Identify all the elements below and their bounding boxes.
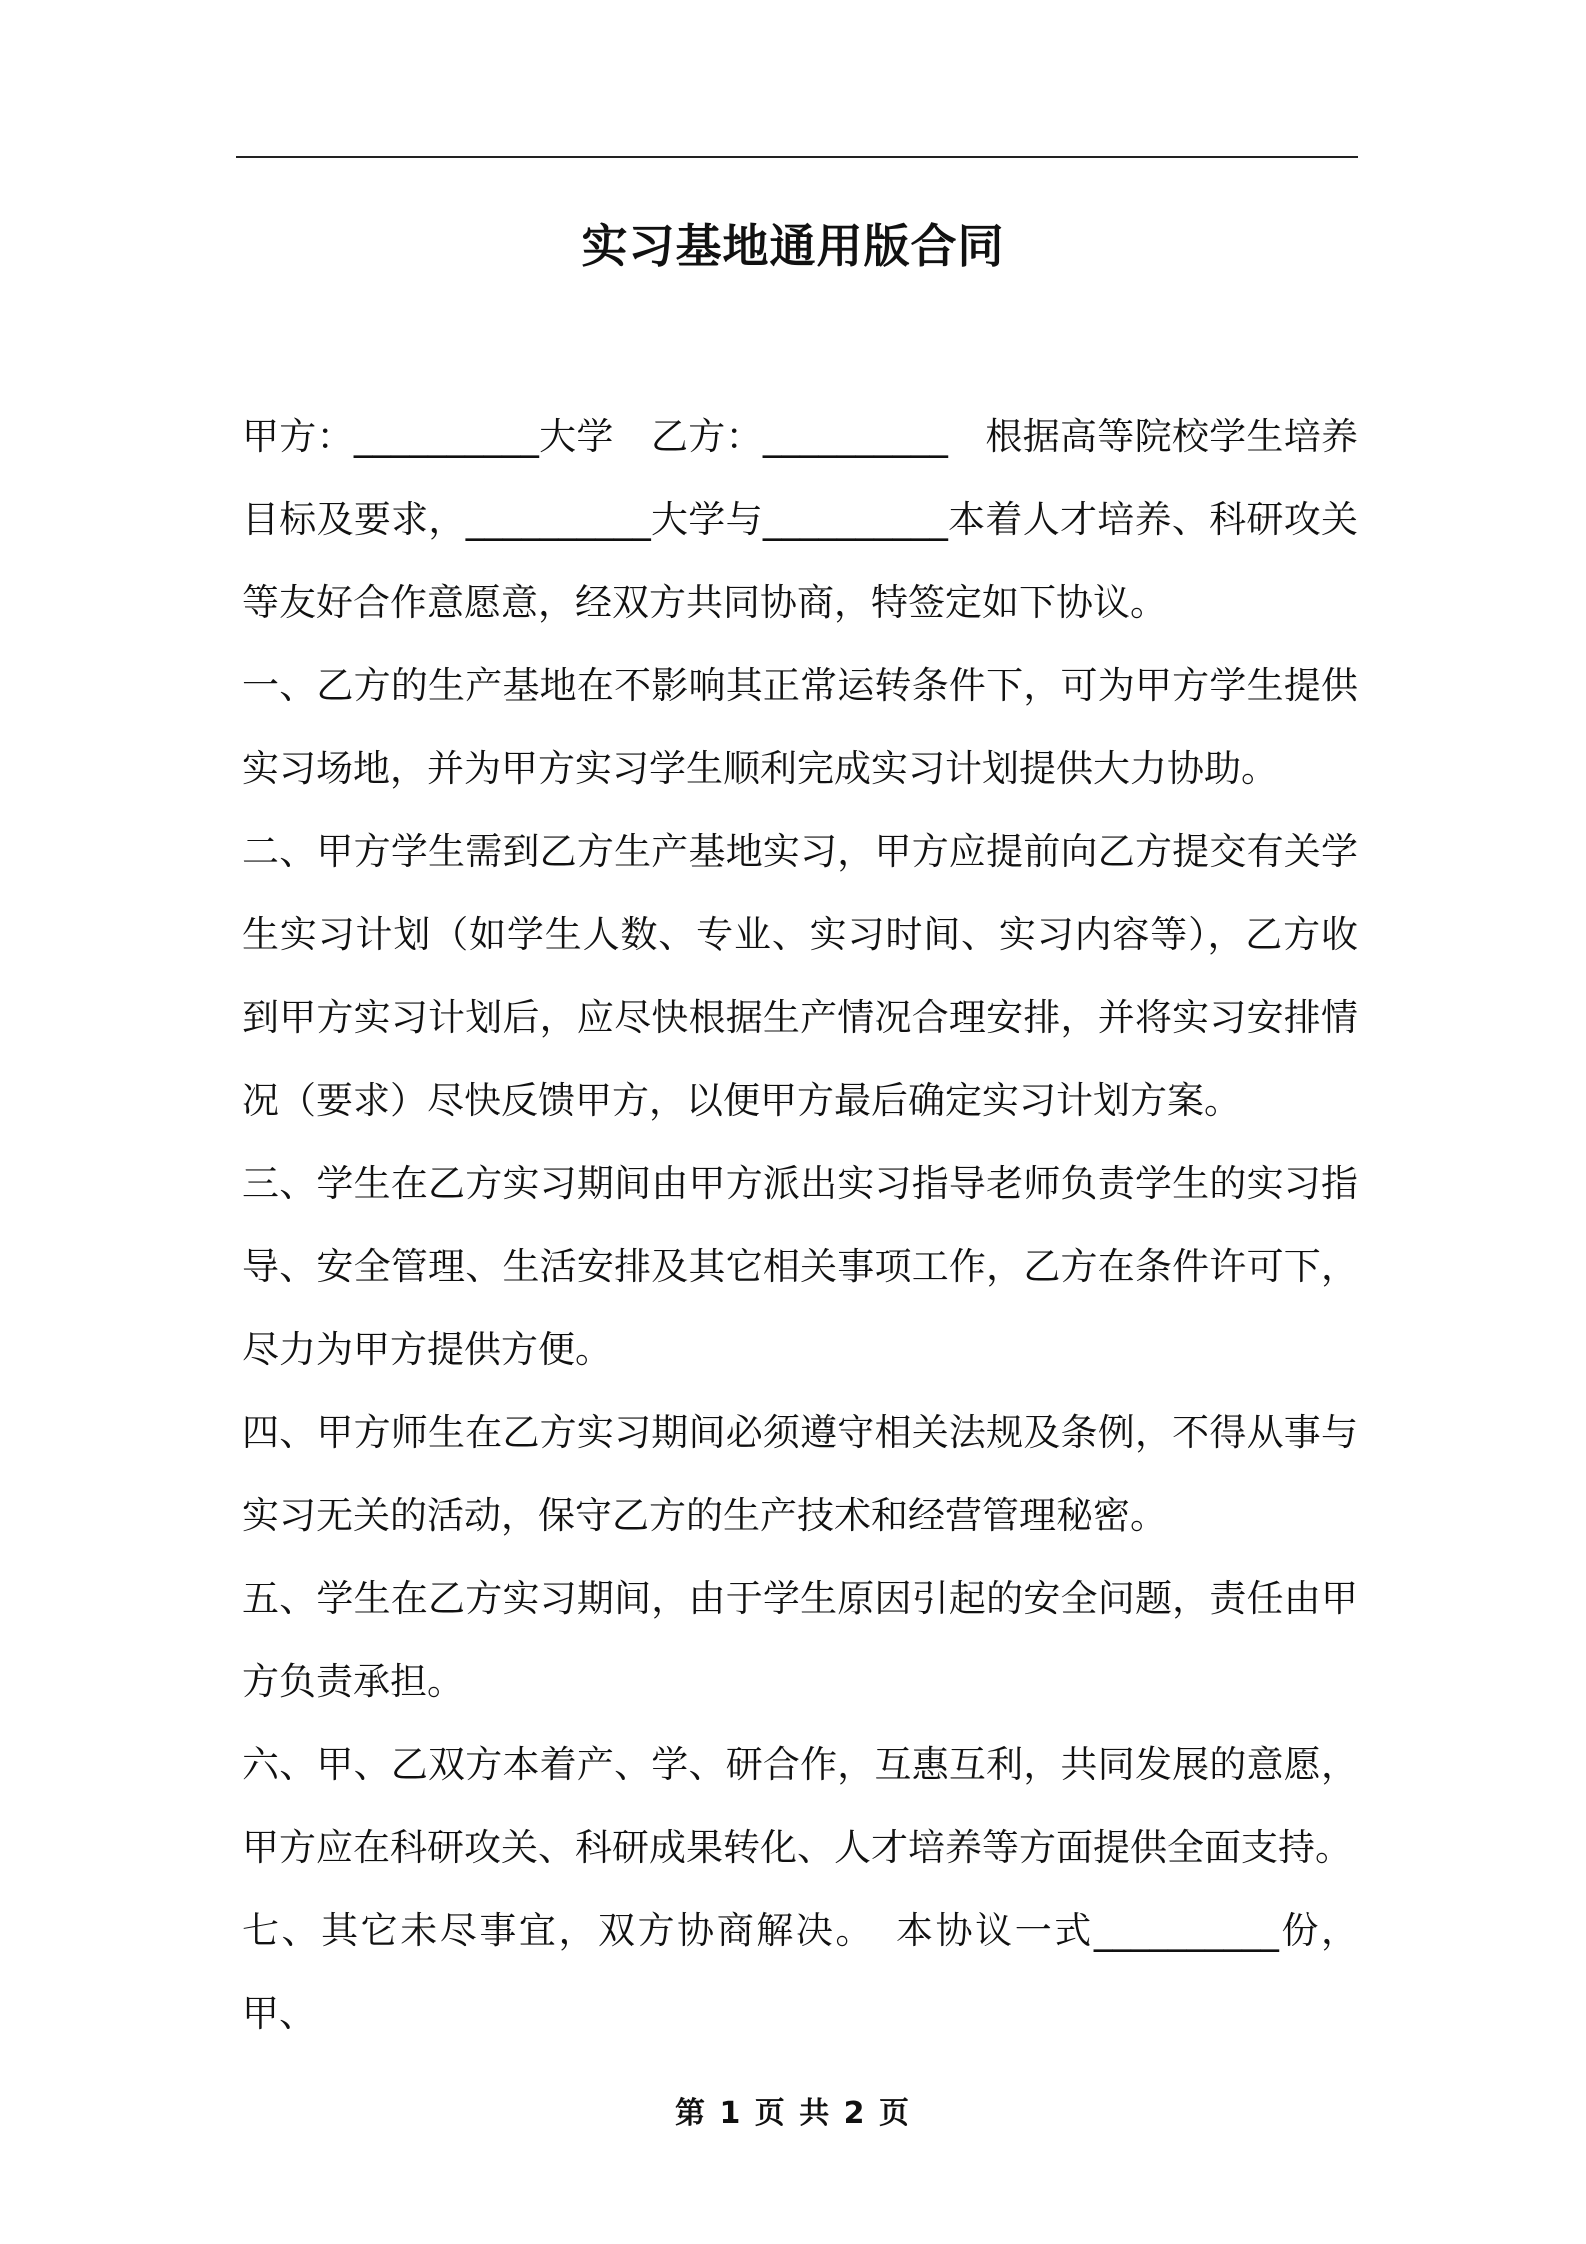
- document-title: 实习基地通用版合同: [581, 219, 1005, 273]
- intro-paragraph: 甲方：__________大学 乙方：__________ 根据高等院校学生培养目标及要求，__________大学与__________本着人才培养、科研攻关等友好合作意愿意，经双方共同协商，特签定如下协议。: [242, 415, 1358, 624]
- page-number-footer: 第 1 页 共 2 页: [675, 2096, 911, 2131]
- document-body: [242, 395, 1358, 2055]
- clause-6: 六、甲、乙双方本着产、学、研合作，互惠互利，共同发展的意愿，甲方应在科研攻关、科研成果转化、人才培养等方面提供全面支持。: [242, 1743, 1358, 1869]
- clause-2: 二、甲方学生需到乙方生产基地实习，甲方应提前向乙方提交有关学生实习计划（如学生人数、专业、实习时间、实习内容等），乙方收到甲方实习计划后，应尽快根据生产情况合理安排，并将实习安排情况（要求）尽快反馈甲方，以便甲方最后确定实习计划方案。: [242, 830, 1358, 1122]
- clause-3: 三、学生在乙方实习期间由甲方派出实习指导老师负责学生的实习指导、安全管理、生活安排及其它相关事项工作，乙方在条件许可下，尽力为甲方提供方便。: [242, 1162, 1358, 1371]
- clause-7: 七、其它未尽事宜，双方协商解决。 本协议一式__________份，甲、: [242, 1909, 1358, 2035]
- header-rule: [236, 156, 1358, 158]
- clause-4: 四、甲方师生在乙方实习期间必须遵守相关法规及条例，不得从事与实习无关的活动，保守乙方的生产技术和经营管理秘密。: [242, 1411, 1358, 1537]
- clause-1: 一、乙方的生产基地在不影响其正常运转条件下，可为甲方学生提供实习场地，并为甲方实习学生顺利完成实习计划提供大力协助。: [242, 664, 1358, 790]
- clause-5: 五、学生在乙方实习期间，由于学生原因引起的安全问题，责任由甲方负责承担。: [242, 1577, 1358, 1703]
